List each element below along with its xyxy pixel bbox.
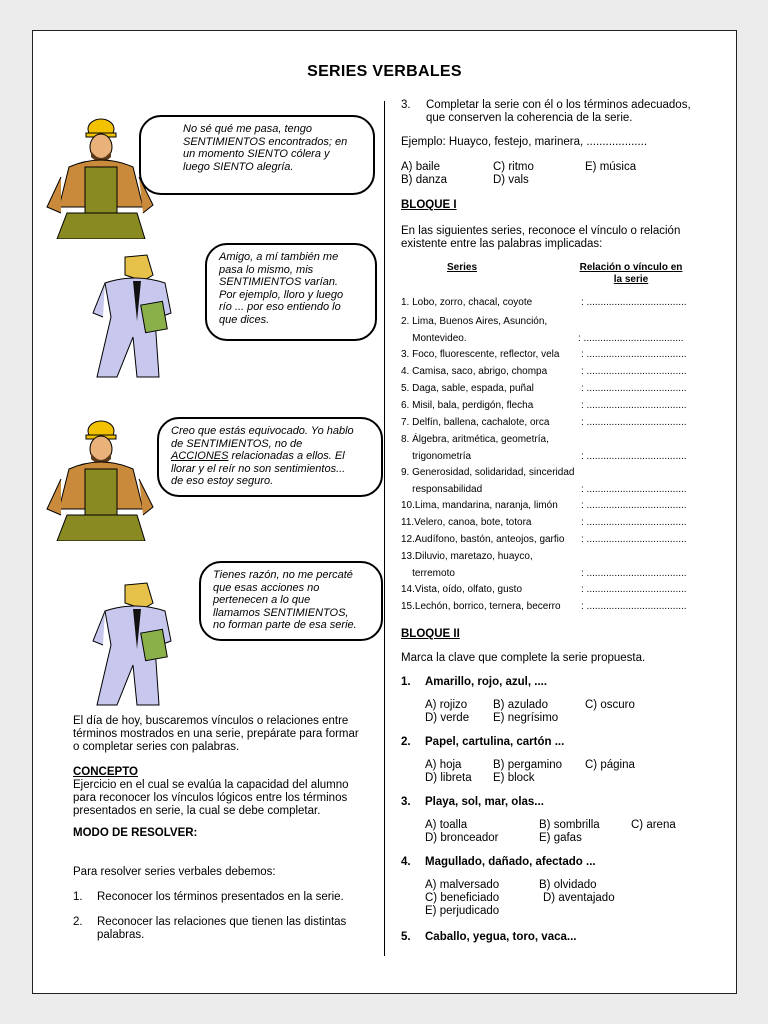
step-1-text: Reconocer los términos presentados en la serie.: [97, 891, 344, 903]
worksheet-page: [32, 30, 737, 994]
intro-line: El día de hoy, buscaremos vínculos o relaciones entre: [73, 715, 349, 727]
example-line: Ejemplo: Huayco, festejo, marinera, ...................: [401, 136, 648, 148]
series-item-4: [401, 366, 547, 383]
step-3-text: [426, 99, 726, 125]
question-2-option[interactable]: A) hoja: [425, 759, 462, 771]
series-item-line: 5. Daga, sable, espada, puñal: [401, 383, 534, 394]
question-1-option[interactable]: B) azulado: [493, 699, 548, 711]
bloque-2-intro: Marca la clave que complete la serie propuesta.: [401, 652, 646, 664]
businessman-figure: [93, 255, 171, 377]
example-option-b: B) danza: [401, 174, 448, 186]
speech-bubble-2: [205, 243, 377, 341]
question-1-option[interactable]: A) rojizo: [425, 699, 468, 711]
bubble-line: Tienes razón, no me percaté: [213, 569, 353, 581]
series-answer-blank-8[interactable]: : ....................................: [581, 450, 687, 462]
concepto-heading: CONCEPTO: [73, 766, 138, 778]
bubble-line: de eso estoy seguro.: [171, 475, 274, 487]
series-answer-blank-4[interactable]: : ....................................: [581, 366, 687, 377]
question-2-option[interactable]: E) block: [493, 772, 535, 784]
question-3-option[interactable]: C) arena: [631, 819, 676, 831]
bubble-line: pasa lo mismo, mis: [219, 263, 314, 276]
bubble-line: SENTIMIENTOS varían.: [219, 276, 338, 288]
modo-heading: MODO DE RESOLVER:: [73, 827, 198, 839]
question-4-option[interactable]: E) perjudicado: [425, 905, 500, 917]
series-item-7: [401, 417, 549, 434]
series-item-line: 4. Camisa, saco, abrigo, chompa: [401, 366, 548, 377]
question-4-option[interactable]: D) aventajado: [543, 892, 615, 904]
bubble-line: que esas acciones no: [213, 581, 320, 594]
question-3-number: 3.: [401, 796, 411, 808]
question-2-option[interactable]: C) página: [585, 759, 635, 771]
question-2-option[interactable]: D) libreta: [425, 772, 472, 784]
question-1-option[interactable]: D) verde: [425, 712, 470, 724]
bubble-line: un momento SIENTO cólera y: [183, 148, 330, 160]
construction-worker-figure: [47, 119, 153, 239]
series-item-5: [401, 383, 534, 400]
question-2-option[interactable]: B) pergamino: [493, 759, 563, 771]
bubble-line: No sé qué me pasa, tengo: [183, 123, 313, 135]
series-answer-blank-10[interactable]: : ....................................: [581, 500, 687, 511]
series-answer-blank-15[interactable]: : ....................................: [581, 601, 687, 612]
series-answer-blank-6[interactable]: : ....................................: [581, 400, 687, 411]
column-header-series: Series: [447, 262, 478, 273]
businessman-illustration-1: [85, 253, 195, 378]
column-header-relation-line: la serie: [613, 274, 649, 285]
businessman-illustration-2: [85, 581, 195, 706]
series-item-1: [401, 297, 532, 314]
bubble-line: ACCIONES relacionadas a ellos. El: [171, 450, 345, 462]
series-item-line: Montevideo.: [401, 332, 467, 344]
bubble-1-text: [153, 123, 363, 173]
series-item-2: [401, 316, 547, 349]
series-item-line: terremoto: [401, 567, 455, 579]
series-item-line: 7. Delfín, ballena, cachalote, orca: [401, 417, 550, 428]
modo-intro: Para resolver series verbales debemos:: [73, 866, 276, 878]
series-item-8: [401, 434, 549, 467]
series-item-15: [401, 601, 561, 618]
example-option-c: C) ritmo: [493, 161, 534, 173]
series-item-line: 15.Lechón, borrico, ternera, becerro: [401, 601, 561, 612]
column-header-relation: [563, 262, 699, 286]
construction-worker-figure: [47, 421, 153, 541]
step-2-line: Reconocer las relaciones que tienen las distintas: [97, 916, 347, 928]
step-1-number: 1.: [73, 891, 83, 903]
series-item-line: 9. Generosidad, solidaridad, sinceridad: [401, 467, 575, 478]
step-3-number: 3.: [401, 99, 411, 111]
column-divider: [384, 101, 385, 956]
series-item-14: [401, 584, 522, 601]
question-4-number: 4.: [401, 856, 411, 868]
series-item-line: 1. Lobo, zorro, chacal, coyote: [401, 297, 533, 308]
series-item-6: [401, 400, 533, 417]
question-5-text: Caballo, yegua, toro, vaca...: [425, 931, 577, 943]
question-1-number: 1.: [401, 676, 411, 688]
series-item-line: 11.Velero, canoa, bote, totora: [401, 517, 532, 528]
series-answer-blank-9[interactable]: : ....................................: [581, 483, 687, 495]
bubble-line: llamamos SENTIMIENTOS,: [213, 606, 349, 619]
bubble-line: río ... por eso entiendo lo: [219, 301, 341, 313]
question-4-option[interactable]: C) beneficiado: [425, 892, 500, 904]
question-2-number: 2.: [401, 736, 411, 748]
bloque-1-intro-line: En las siguientes series, reconoce el vínculo o relación: [401, 225, 681, 237]
speech-bubble-3: [157, 417, 383, 497]
series-answer-blank-1[interactable]: : ....................................: [581, 297, 687, 308]
example-option-d: D) vals: [493, 174, 529, 186]
question-1-option[interactable]: C) oscuro: [585, 699, 635, 711]
question-1-option[interactable]: E) negrísimo: [493, 712, 559, 724]
series-answer-blank-12[interactable]: : ....................................: [581, 534, 687, 545]
bubble-line: llorar y el reír no son sentimientos...: [171, 462, 346, 475]
underlined-word: ACCIONES: [171, 450, 229, 462]
series-item-line: 3. Foco, fluorescente, reflector, vela: [401, 349, 560, 360]
series-item-9: [401, 467, 574, 500]
intro-line: términos mostrados en una serie, prepárate para formar: [73, 728, 359, 740]
bloque-1-intro: [401, 225, 701, 251]
step-2-text: [97, 916, 367, 942]
series-answer-blank-11[interactable]: : ....................................: [581, 517, 687, 528]
series-item-3: [401, 349, 559, 366]
question-3-option[interactable]: A) toalla: [425, 819, 468, 831]
businessman-figure: [93, 583, 171, 705]
series-answer-blank-2[interactable]: : ....................................: [578, 332, 684, 344]
bubble-line: luego SIENTO alegría.: [183, 160, 294, 173]
bubble-line: Creo que estás equivocado. Yo hablo: [171, 425, 354, 437]
series-item-11: [401, 517, 531, 534]
series-answer-blank-13[interactable]: : ....................................: [581, 567, 687, 579]
question-5-number: 5.: [401, 931, 411, 943]
question-2-text: Papel, cartulina, cartón ...: [425, 736, 565, 748]
question-3-option[interactable]: E) gafas: [539, 832, 582, 844]
step-3-line: Completar la serie con él o los términos adecuados,: [426, 99, 691, 111]
bloque-2-heading: BLOQUE II: [401, 628, 460, 640]
concepto-line: Ejercicio en el cual se evalúa la capacidad del alumno: [73, 779, 349, 791]
series-item-line: responsabilidad: [401, 483, 483, 495]
step-2-number: 2.: [73, 916, 83, 928]
series-item-line: 8. Álgebra, aritmética, geometría,: [401, 434, 549, 445]
concepto-line: para reconocer los vínculos lógicos entre los términos: [73, 792, 348, 804]
series-item-line: 13.Diluvio, maretazo, huayco,: [401, 551, 533, 562]
bubble-line: pertenecen a lo que: [213, 594, 311, 606]
bubble-line: no forman parte de esa serie.: [213, 619, 357, 631]
bubble-line: Amigo, a mí también me: [219, 251, 339, 263]
series-item-10: [401, 500, 558, 517]
speech-bubble-1: [139, 115, 375, 195]
concepto-line: presentados en serie, la cual se debe completar.: [73, 805, 321, 817]
question-3-option[interactable]: D) bronceador: [425, 832, 499, 844]
intro-line: o completar series con palabras.: [73, 741, 240, 753]
series-answer-blank-3[interactable]: : ....................................: [581, 349, 687, 360]
bubble-line: SENTIMIENTOS encontrados; en: [183, 135, 348, 148]
concepto-paragraph: [73, 779, 373, 818]
step-3-line: que conserven la coherencia de la serie.: [426, 112, 633, 124]
example-option-e: E) música: [585, 161, 637, 173]
bubble-line: de SENTIMIENTOS, no de: [171, 437, 303, 450]
question-3-option[interactable]: B) sombrilla: [539, 819, 600, 831]
series-answer-blank-5[interactable]: : ....................................: [581, 383, 687, 394]
bloque-1-intro-line: existente entre las palabras implicadas:: [401, 238, 603, 250]
step-2-line: palabras.: [97, 929, 145, 941]
series-item-13: [401, 551, 533, 584]
question-3-text: Playa, sol, mar, olas...: [425, 796, 544, 808]
series-answer-blank-14[interactable]: : ....................................: [581, 584, 687, 595]
question-1-text: Amarillo, rojo, azul, ....: [425, 676, 548, 688]
question-4-option[interactable]: A) malversado: [425, 879, 500, 891]
series-item-line: 6. Misil, bala, perdigón, flecha: [401, 400, 534, 411]
series-item-line: 12.Audífono, bastón, anteojos, garfio: [401, 534, 565, 545]
series-item-line: trigonometría: [401, 450, 472, 462]
bubble-line: Por ejemplo, lloro y luego: [219, 288, 344, 301]
question-4-option[interactable]: B) olvidado: [539, 879, 597, 891]
question-4-text: Magullado, dañado, afectado ...: [425, 856, 596, 868]
series-item-line: 14.Vista, oído, olfato, gusto: [401, 584, 523, 595]
speech-bubble-4: [199, 561, 383, 641]
series-answer-blank-7[interactable]: : ....................................: [581, 417, 687, 428]
column-header-relation-line: Relación o vínculo en: [579, 262, 683, 273]
example-option-a: A) baile: [401, 161, 440, 173]
series-item-12: [401, 534, 564, 551]
worker-illustration-2: [39, 419, 169, 541]
bloque-1-heading: BLOQUE I: [401, 199, 457, 211]
series-item-line: 2. Lima, Buenos Aires, Asunción,: [401, 316, 548, 327]
intro-paragraph: [73, 715, 373, 754]
page-title: SERIES VERBALES: [307, 63, 462, 80]
bubble-line: que dices.: [219, 313, 270, 326]
series-item-line: 10.Lima, mandarina, naranja, limón: [401, 500, 558, 511]
